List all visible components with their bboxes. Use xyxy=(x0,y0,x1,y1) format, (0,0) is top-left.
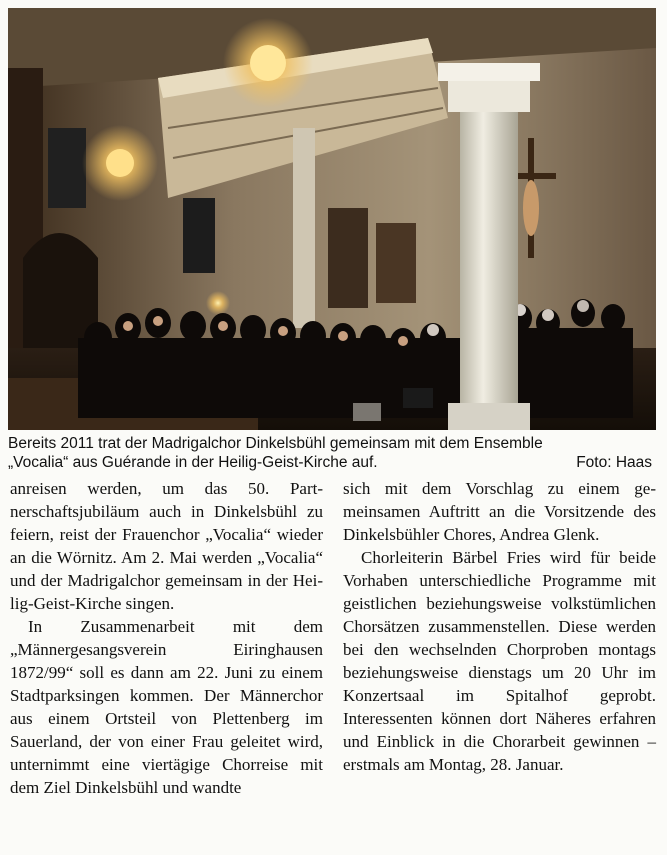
photo-illustration xyxy=(8,8,656,430)
caption-line-1: Bereits 2011 trat der Madrigalchor Dinkelsbühl gemeinsam mit dem Ensemble xyxy=(8,435,543,452)
article-column-left xyxy=(10,477,323,799)
article-paragraph: sich mit dem Vorschlag zu einem gemeinsamen Auftritt an die Vorsitzende des Dinkelsbühler Chores, Andrea Glenk. xyxy=(343,479,656,544)
photo-caption xyxy=(8,434,656,472)
article-paragraph: In Zusammenarbeit mit dem „Männergesangsverein Eiringhausen 1872/99“ soll es dann am 22. Juni zu einem Stadtparksingen kommen. Der Männerchor aus einem Ortsteil von Plettenberg im Sauerland, der von einer Frau geleitet wird, unternimmt eine viertägige Chorreise mit dem Ziel Dinkelsbühl und wandte xyxy=(10,617,323,797)
caption-line-2 xyxy=(8,453,656,472)
article-paragraph: anreisen werden, um das 50. Partnerschaftsjubiläum auch in Dinkelsbühl zu feiern, reist der Frauenchor „Vocalia“ wieder an die Wörnitz. Am 2. Mai werden „Vocalia“ und der Madrigalchor gemeinsam in der Heilig-Geist-Kirche singen. xyxy=(10,479,323,613)
article-paragraph: Chorleiterin Bärbel Fries wird für beide Vorhaben unterschiedliche Programme mit geistlichen beziehungsweise volkstümlichen Chorsätzen zusammenstellen. Diese werden bei den wechselnden Chorproben montags beziehungsweise dienstags um 20 Uhr im Konzertsaal im Spitalhof geprobt. Interessenten können dort Näheres erfahren und Einblick in die Chorarbeit gewinnen – erstmals am Montag, 28. Januar. xyxy=(343,548,656,774)
article-column-right xyxy=(343,477,656,776)
church-concert-photo xyxy=(8,8,656,430)
caption-text: „Vocalia“ aus Guérande in der Heilig-Geist-Kirche auf. xyxy=(8,454,378,471)
photo-credit: Foto: Haas xyxy=(576,454,652,471)
article-body xyxy=(10,477,656,847)
